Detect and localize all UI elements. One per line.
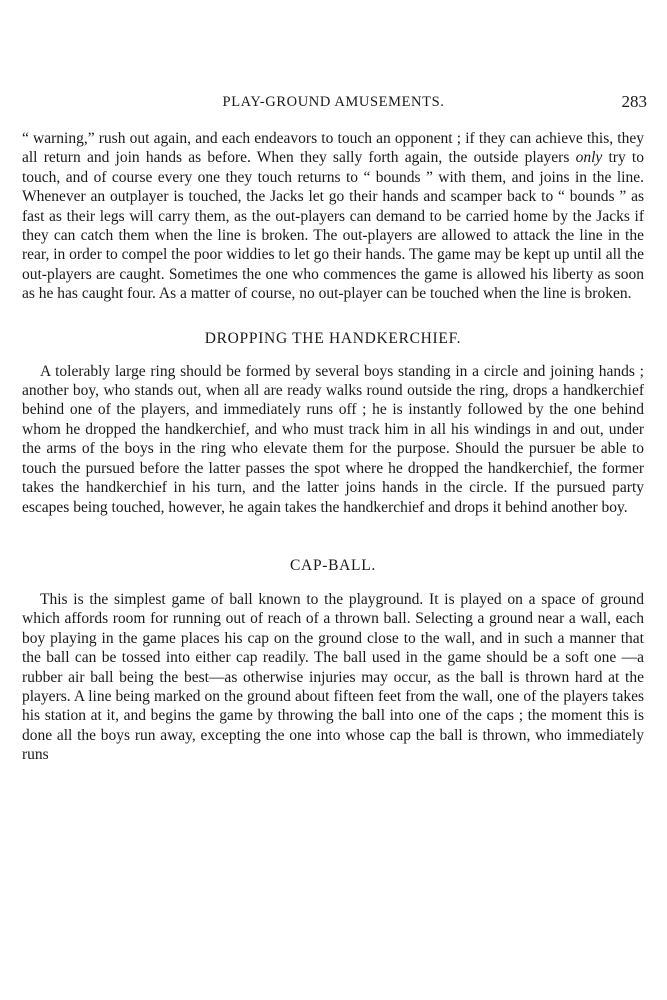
section-heading-cap-ball: CAP-BALL. (290, 556, 376, 574)
continuation-text-end: try to touch, and of course every one they touch returns to “ bounds ” with them, and joins in the line. Whenever an outplayer is touched, the Jacks let go their hands and scamper back to “ bounds ” as fast as their legs will carry them, as the out-players can demand to be carried home by the Jacks if they can catch them when the line is broken. The out-players are allowed to attack the line in the rear, in order to compel the poor widdies to let go their hands. The game may be kept up until all the out-players are caught. Sometimes the one who commences the game is allowed his liberty as soon as he has caught four. As a matter of course, no out-player can be touched when the line is broken. (22, 149, 644, 303)
dropping-handkerchief-paragraph: A tolerably large ring should be formed by several boys standing in a circle and joining hands ; another boy, who stands out, when all are ready walks round outside the ring, drops a handkerchief behind one of the players, and immediately runs off ; he is instantly followed by the one behind whom he dropped the handkerchief, and who must track him in all his windings in and out, under the arms of the boys in the ring who elevate them for the purpose. Should the pursuer be able to touch the pursued before the latter passes the spot where he dropped the handkerchief, the former takes the handkerchief in his turn, and the latter joins hands in the circle. If the pursued party escapes being touched, however, he again takes the handkerchief and drops it behind another boy. (22, 362, 644, 516)
running-header (20, 94, 647, 116)
emphasized-word: only (575, 149, 603, 167)
cap-ball-paragraph: This is the simplest game of ball known to the playground. It is played on a space of ground which affords room for running out of reach of a thrown ball. Selecting a ground near a wall, each boy playing in the game places his cap on the ground close to the wall, and in such a manner that the ball can be tossed into either cap readily. The ball used in the game should be a soft one —a rubber air ball being the best—as otherwise injuries may occur, as the ball is thrown hard at the players. A line being marked on the ground about fifteen feet from the wall, one of the players takes his station at it, and begins the game by throwing the ball into one of the caps ; the moment this is done all the boys run away, excepting the one into whose cap the ball is thrown, who immediately runs (22, 590, 644, 764)
running-title: PLAY-GROUND AMUSEMENTS. (222, 94, 445, 110)
continuation-paragraph (22, 129, 644, 304)
section-heading-dropping-handkerchief: DROPPING THE HANDKERCHIEF. (204, 329, 462, 347)
body-text (22, 129, 644, 765)
continuation-text-start: “ warning,” rush out again, and each endeavors to touch an opponent ; if they can achieve this, they all return and join hands as before. When they sally forth again, the outside players (22, 130, 644, 167)
page-number: 283 (621, 92, 647, 111)
